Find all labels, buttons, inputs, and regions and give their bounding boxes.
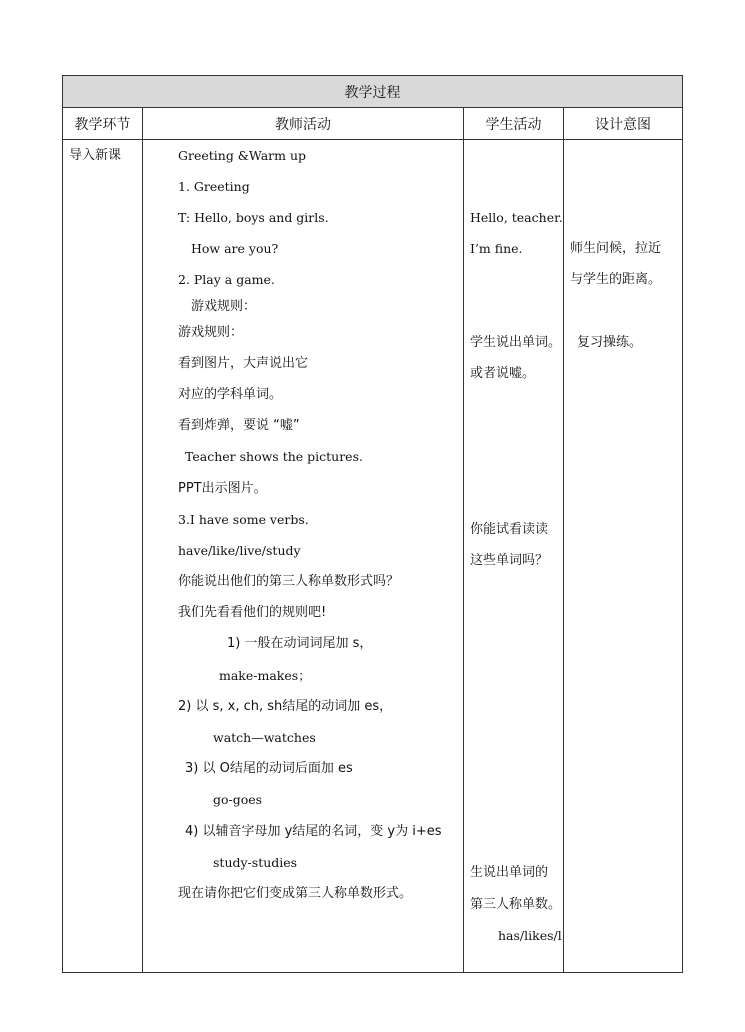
student-line: 第三人称单数。: [470, 897, 562, 912]
design-line: 复习操练。: [577, 335, 643, 350]
header-student-activity: 学生活动: [464, 108, 564, 140]
teacher-line: 游戏规则：: [178, 325, 244, 340]
student-line: 你能试看读读: [470, 522, 549, 537]
student-line: Hello, teacher.: [470, 210, 563, 225]
design-line: 师生问候，拉近: [570, 241, 662, 256]
design-intent-cell: [564, 140, 683, 973]
stage-cell: [63, 140, 143, 973]
teacher-line: 1) 一般在动词词尾加 s，: [227, 636, 373, 651]
header-teacher-activity: 教师活动: [143, 108, 464, 140]
teacher-line: 3) 以 O结尾的动词后面加 es: [185, 761, 353, 776]
teacher-line: 4) 以辅音字母加 y结尾的名词，变 y为 i+es: [185, 824, 442, 839]
teacher-activity-cell: [143, 140, 464, 973]
teacher-line: 对应的学科单词。: [178, 387, 283, 402]
teaching-process-table: [62, 75, 683, 973]
student-activity-cell: [464, 140, 564, 973]
teacher-line: 2. Play a game.: [178, 272, 275, 287]
teacher-line: go-goes: [213, 792, 263, 807]
teacher-line: 看到图片，大声说出它: [178, 356, 309, 371]
teacher-line: 游戏规则：: [191, 299, 257, 314]
teacher-line: 1. Greeting: [178, 179, 250, 194]
teacher-line: study-studies: [213, 855, 298, 870]
student-line: has/likes/l: [498, 928, 562, 943]
teacher-line: watch—watches: [213, 730, 316, 745]
header-design-intent: 设计意图: [564, 108, 683, 140]
teacher-line: PPT出示图片。: [178, 481, 267, 496]
design-line: 与学生的距离。: [570, 272, 662, 287]
teacher-line: make-makes；: [219, 668, 311, 683]
student-line: 学生说出单词。: [470, 335, 562, 350]
teacher-line: 你能说出他们的第三人称单数形式吗？: [178, 574, 400, 589]
teacher-line: Greeting &Warm up: [178, 148, 306, 163]
header-stage: 教学环节: [63, 108, 143, 140]
table-title: 教学过程: [63, 76, 683, 108]
teacher-line: T: Hello, boys and girls.: [178, 210, 329, 225]
teacher-line: 我们先看看他们的规则吧!: [178, 605, 327, 620]
stage-label: 导入新课: [69, 148, 122, 163]
teacher-line: 现在请你把它们变成第三人称单数形式。: [178, 886, 413, 901]
teacher-line: 3.I have some verbs.: [178, 512, 309, 527]
student-line: I’m fine.: [470, 241, 523, 256]
teacher-line: 2) 以 s, x, ch, sh结尾的动词加 es，: [178, 699, 393, 714]
teacher-line: have/like/live/study: [178, 543, 301, 558]
student-line: 或者说嘘。: [470, 366, 536, 381]
teacher-line: 看到炸弹，要说 “嘘”: [178, 418, 300, 433]
student-line: 这些单词吗？: [470, 553, 549, 568]
teacher-line: How are you?: [191, 241, 279, 256]
teacher-line: Teacher shows the pictures.: [185, 449, 363, 464]
student-line: 生说出单词的: [470, 865, 549, 880]
